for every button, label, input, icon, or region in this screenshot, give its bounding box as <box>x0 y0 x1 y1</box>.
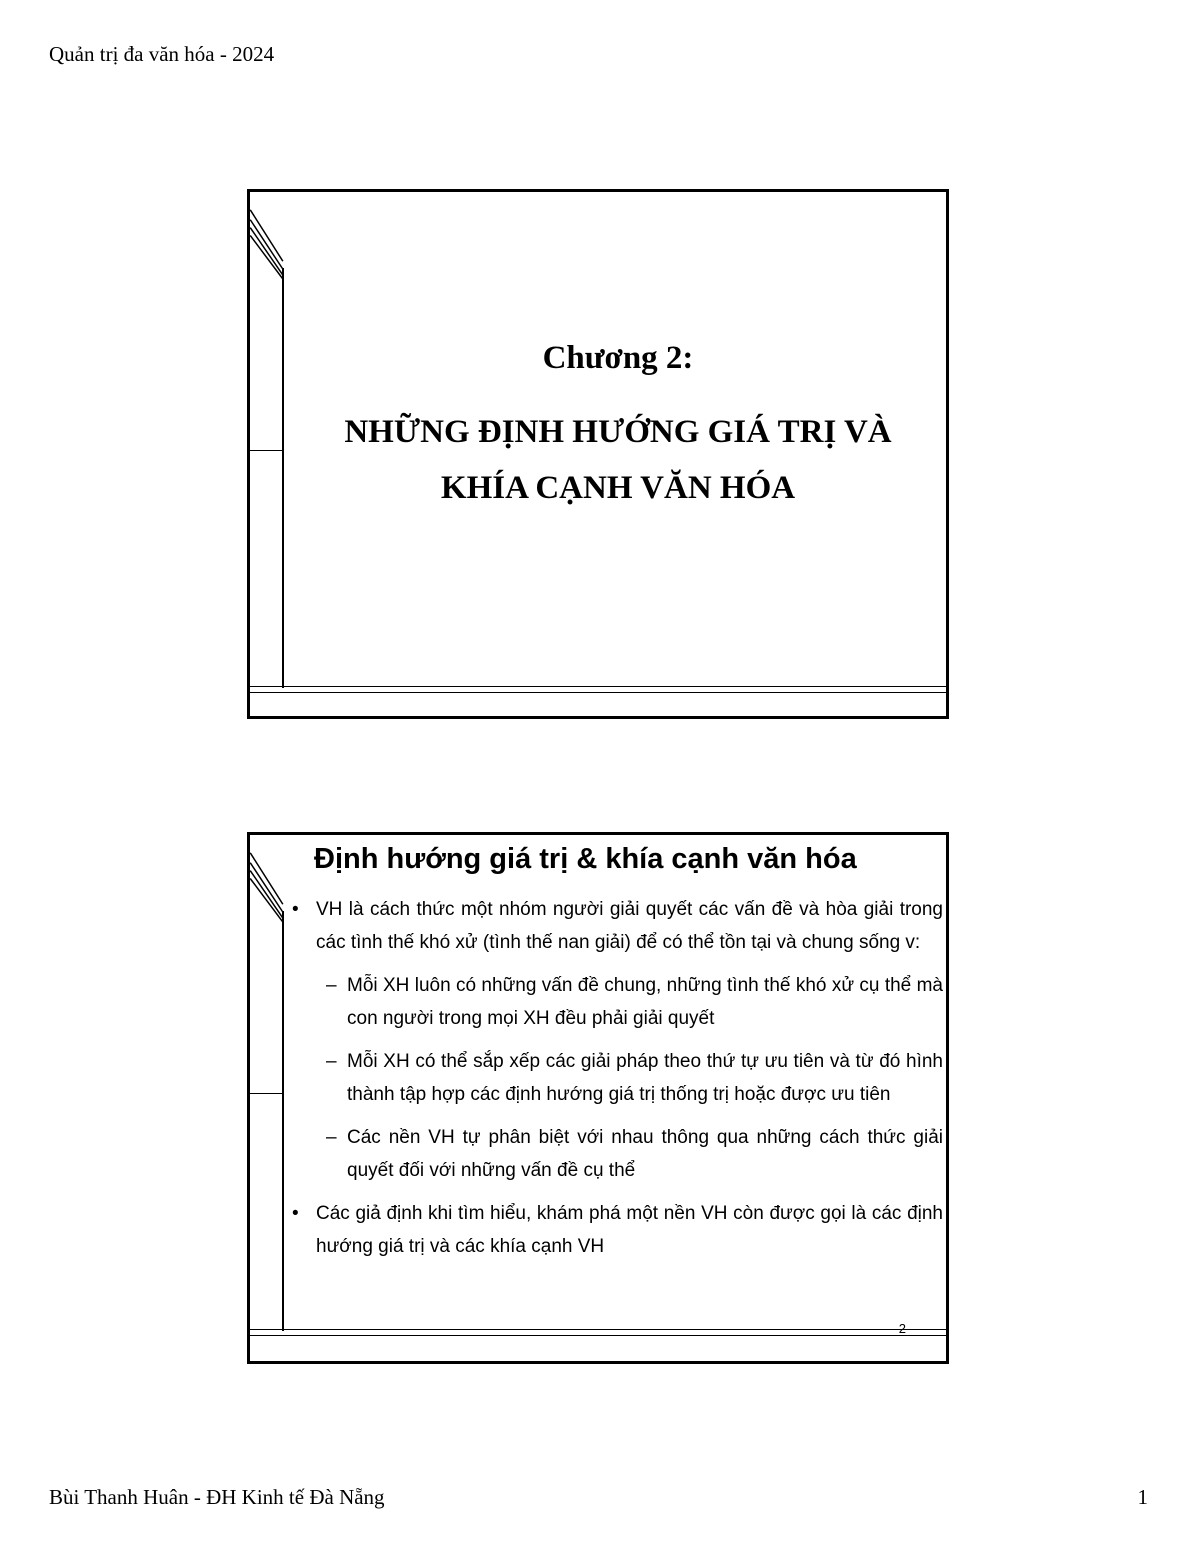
dash-marker: – <box>326 1127 337 1148</box>
chapter-title-line-2: KHÍA CẠNH VĂN HÓA <box>440 470 796 506</box>
dash-marker: – <box>326 975 337 996</box>
slide-body <box>290 893 943 1273</box>
dash-marker: – <box>326 1051 337 1072</box>
slide-footer-rule <box>250 1335 946 1336</box>
sub-bullet-text: Mỗi XH có thể sắp xếp các giải pháp theo thứ tự ưu tiên và từ đó hình thành tập hợp các định hướng giá trị thống trị hoặc được ưu tiên <box>347 1051 943 1105</box>
slide-corner-decoration <box>250 192 290 716</box>
sub-bullet-item <box>290 1121 943 1187</box>
bullet-marker: • <box>292 899 299 920</box>
sub-bullet-text: Các nền VH tự phân biệt với nhau thông qua những cách thức giải quyết đối với những vấn đề cụ thể <box>347 1127 943 1181</box>
slide-1 <box>247 189 949 719</box>
slide-title: Định hướng giá trị & khía cạnh văn hóa <box>314 843 857 875</box>
bullet-item <box>290 1197 943 1263</box>
bullet-item <box>290 893 943 959</box>
chapter-label: Chương 2: <box>542 340 694 376</box>
sub-bullet-text: Mỗi XH luôn có những vấn đề chung, những tình thế khó xử cụ thể mà con người trong mọi XH đều phải giải quyết <box>347 975 943 1029</box>
chapter-title <box>290 404 946 516</box>
sub-bullet-item <box>290 1045 943 1111</box>
slide-number: 2 <box>898 1321 906 1336</box>
bullet-text: VH là cách thức một nhóm người giải quyết các vấn đề và hòa giải trong các tình thế khó xử (tình thế nan giải) để có thể tồn tại và chung sống v: <box>316 899 943 953</box>
slide-footer-rule <box>250 692 946 693</box>
page-number: 1 <box>1137 1485 1148 1509</box>
slide-footer-rule <box>250 1329 946 1330</box>
bullet-text: Các giả định khi tìm hiểu, khám phá một nền VH còn được gọi là các định hướng giá trị và các khía cạnh VH <box>316 1203 943 1257</box>
chapter-title-line-1: NHỮNG ĐỊNH HƯỚNG GIÁ TRỊ VÀ <box>344 414 892 450</box>
slide-corner-decoration <box>250 835 290 1361</box>
slide-left-rule <box>282 911 284 1331</box>
page-footer: Bùi Thanh Huân - ĐH Kinh tế Đà Nẵng <box>49 1485 385 1509</box>
slide-2 <box>247 832 949 1364</box>
slide-left-tick <box>250 1093 284 1094</box>
slide-footer-rule <box>250 686 946 687</box>
bullet-marker: • <box>292 1203 299 1224</box>
sub-bullet-item <box>290 969 943 1035</box>
slide-left-tick <box>250 450 284 451</box>
page-header: Quản trị đa văn hóa - 2024 <box>49 42 275 66</box>
slide-left-rule <box>282 268 284 688</box>
